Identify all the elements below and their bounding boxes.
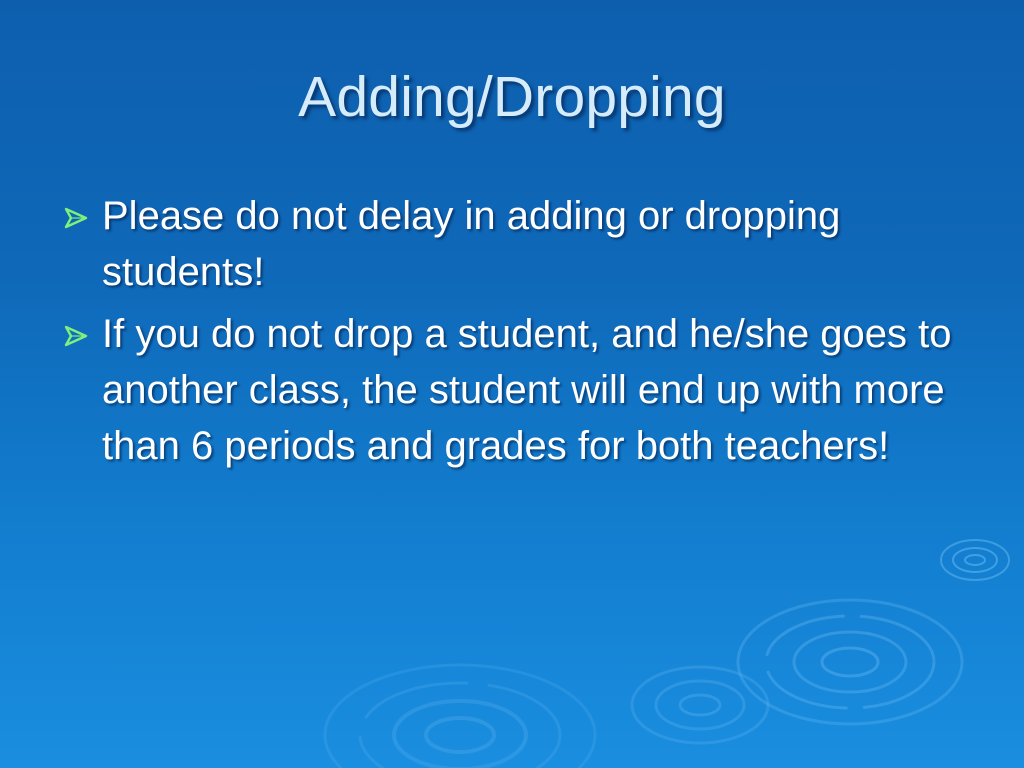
bullet-item (60, 188, 960, 300)
bullet-text: If you do not drop a student, and he/she goes to another class, the student will end up with more than 6 periods and grades for both teachers! (102, 312, 952, 468)
bullet-list (60, 188, 960, 480)
bullet-item (60, 306, 960, 474)
arrowhead-bullet-icon (62, 325, 92, 347)
slide-title: Adding/Dropping (298, 65, 726, 129)
bullet-text: Please do not delay in adding or dropping students! (102, 194, 841, 294)
arrowhead-bullet-icon (62, 207, 92, 229)
